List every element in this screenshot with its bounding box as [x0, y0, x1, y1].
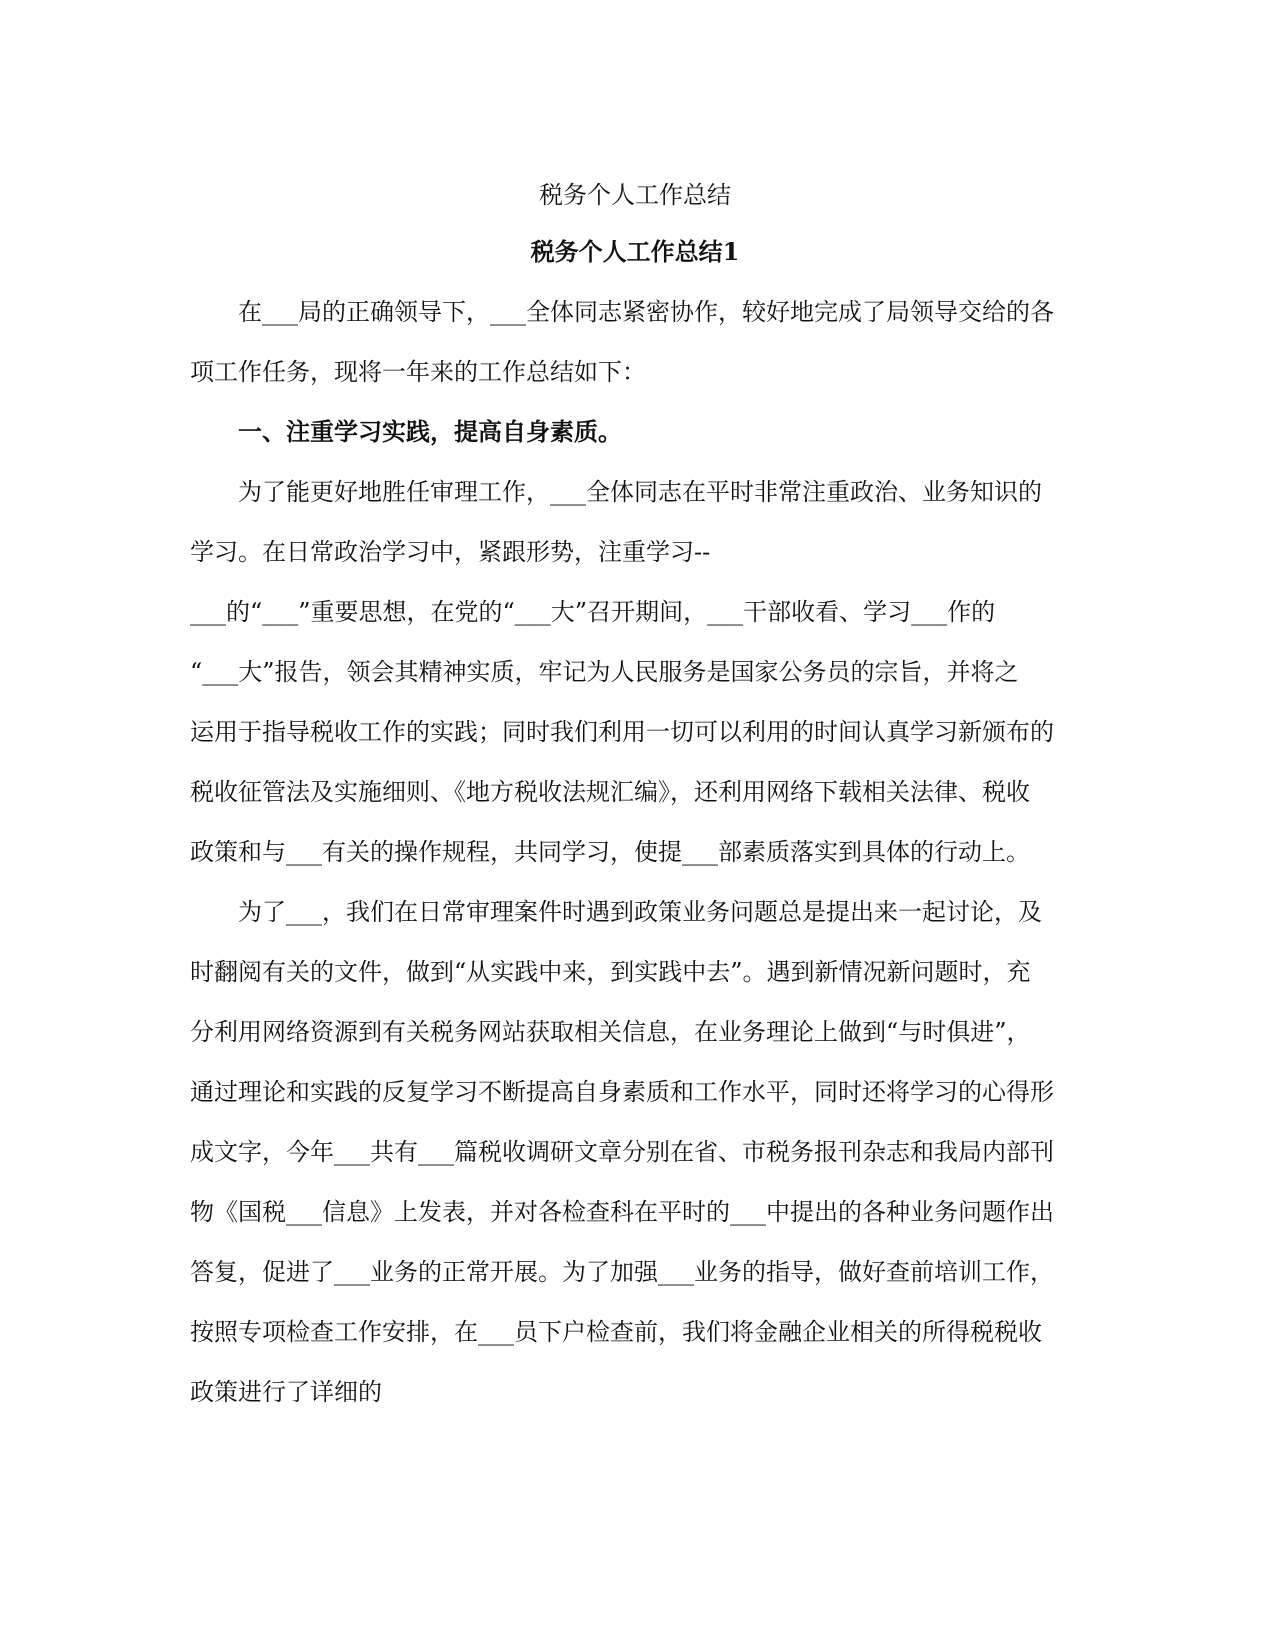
paragraph-line: 为了能更好地胜任审理工作，___全体同志在平时非常注重政治、业务知识的: [238, 478, 1042, 506]
paragraph-line: 在___局的正确领导下，___全体同志紧密协作，较好地完成了局领导交给的各: [238, 298, 1054, 326]
practice-paragraph: [190, 882, 1080, 1422]
paragraph-line: 按照专项检查工作安排，在___员下户检查前，我们将金融企业相关的所得税税收: [190, 1318, 1042, 1346]
paragraph-line: 学习。在日常政治学习中，紧跟形势，注重学习--: [190, 538, 711, 566]
paragraph-line: 分利用网络资源到有关税务网站获取相关信息，在业务理论上做到“与时俱进”，: [190, 1018, 1031, 1046]
paragraph-line: 运用于指导税收工作的实践；同时我们利用一切可以利用的时间认真学习新颁布的: [190, 718, 1054, 746]
paragraph-line: ___的“___”重要思想，在党的“___大”召开期间，___干部收看、学习___作的: [190, 598, 996, 626]
paragraph-line: 物《国税___信息》上发表，并对各检查科在平时的___中提出的各种业务问题作出: [190, 1198, 1054, 1226]
document-subtitle: 税务个人工作总结1: [530, 237, 740, 266]
paragraph-line: 税收征管法及实施细则、《地方税收法规汇编》，还利用网络下载相关法律、税收: [190, 778, 1030, 806]
paragraph-line: 政策进行了详细的: [190, 1378, 382, 1406]
paragraph-line: 成文字，今年___共有___篇税收调研文章分别在省、市税务报刊杂志和我局内部刊: [190, 1138, 1054, 1166]
paragraph-line: 政策和与___有关的操作规程，共同学习，使提___部素质落实到具体的行动上。: [190, 838, 1030, 866]
paragraph-line: 答复，促进了___业务的正常开展。为了加强___业务的指导，做好查前培训工作，: [190, 1258, 1054, 1286]
paragraph-line: 时翻阅有关的文件，做到“从实践中来，到实践中去”。遇到新情况新问题时，充: [190, 958, 1031, 986]
study-paragraph: [190, 462, 1080, 882]
document-body: [190, 168, 1080, 1422]
intro-paragraph: [190, 282, 1080, 402]
section-heading: 一、注重学习实践，提高自身素质。: [238, 417, 622, 446]
paragraph-line: 为了___，我们在日常审理案件时遇到政策业务问题总是提出来一起讨论，及: [238, 898, 1042, 926]
paragraph-line: “___大”报告，领会其精神实质，牢记为人民服务是国家公务员的宗旨，并将之: [190, 658, 1019, 686]
paragraph-line: 通过理论和实践的反复学习不断提高自身素质和工作水平，同时还将学习的心得形: [190, 1078, 1054, 1106]
paragraph-line: 项工作任务，现将一年来的工作总结如下：: [190, 358, 646, 386]
document-title: 税务个人工作总结: [539, 181, 731, 209]
